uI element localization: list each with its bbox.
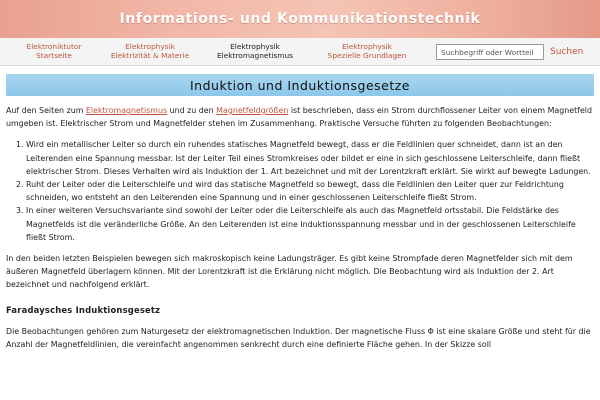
intro-text-3: ist beschrieben, dass ein Strom durchflossener Leiter von einem Magnetfeld umgeben ist. Elektrischer Strom und Magnetfelder stehen im Zusammenhang. Praktische Versuche führten zu folgenden Beobachtungen: (6, 106, 593, 129)
nav-item-line1: Elektroniktutor (26, 42, 82, 51)
nav-item-line1: Elektrophysik (125, 42, 175, 51)
link-magnetfeldgroessen[interactable]: Magnetfeldgrößen (216, 106, 289, 115)
site-banner (0, 0, 600, 38)
list-item: 1. Wird ein metallischer Leiter so durch ein ruhendes statisches Magnetfeld bewegt, dass er die Feldlinien quer schneidet, dann ist an den Leiterenden eine Spannung messbar. Ist der Leiter Teil eines Stromkreises oder bildet er eine in sich geschlossene Leiterschleife, dann fließt elektrischer Strom. Dieses Verhalten wird als Induktion der 1. Art bezeichnet und mit der Lorentzkraft erklärt. Sie wirkt auf bewegte Ladungen. (26, 138, 594, 178)
nav-item-line2: Elektrizität & Materie (110, 51, 190, 60)
observations-list (6, 138, 594, 244)
paragraph-induktion-2-art: In den beiden letzten Beispielen bewegen sich makroskopisch keine Ladungsträger. Es gibt keine Strompfade deren Magnetfelder sich mit dem äußeren Magnetfeld überlagern können. Mit der Lorentzkraft ist die Erklärung nicht möglich. Die Beobachtung wird als Induktion der 2. Art bezeichnet und nachfolgend erklärt. (6, 254, 573, 290)
nav-item-line2: Startseite (36, 51, 72, 60)
paragraph-faraday: Die Beobachtungen gehören zum Naturgesetz der elektromagnetischen Induktion. Der magnetische Fluss Φ ist eine skalare Größe und steht für die Anzahl der Magnetfeldlinien, die vereinfacht angenommen senkrecht durch eine definierte Fläche gehen. In der Skizze soll (6, 326, 591, 350)
site-title: Informations- und Kommunikationstechnik (119, 11, 481, 27)
page-heading-bar (6, 74, 594, 96)
intro-paragraph (6, 104, 594, 130)
nav-item-spezielle-grundlagen[interactable] (312, 42, 422, 60)
link-elektromagnetismus[interactable]: Elektromagnetismus (85, 106, 168, 115)
list-item: 3. In einer weiteren Versuchsvariante sind sowohl der Leiter oder die Leiterschleife als auch das Magnetfeld ortsstabil. Die Feldstärke des Magnetfelds ist die veränderliche Größe. An den Leiterenden ist eine Induktionsspannung messbar und in der geschlossenen Leiterschleife fließt Strom. (26, 204, 594, 244)
intro-text-2: und zu den (167, 106, 217, 115)
section-heading-faraday: Faradaysches Induktionsgesetz (6, 304, 161, 315)
search-input[interactable] (436, 44, 544, 60)
article-content (0, 104, 600, 351)
nav-item-line1: Elektrophysik (342, 42, 392, 51)
nav-item-line2: Spezielle Grundlagen (327, 51, 407, 60)
nav-item-startseite[interactable] (14, 42, 94, 60)
intro-text-1: Auf den Seiten zum (6, 106, 86, 115)
list-item: 2. Ruht der Leiter oder die Leiterschleife und wird das statische Magnetfeld so bewegt, dass die Feldlinien den Leiter quer zur Feldrichtung schneiden, wo entsteht an den Leiterenden eine Spannung und in einer geschlossenen Leiterschleife fließt Strom. (26, 178, 594, 204)
nav-item-line2: Elektromagnetismus (216, 51, 294, 60)
main-navigation (0, 38, 600, 66)
search-button[interactable]: Suchen (550, 44, 583, 60)
nav-item-elektromagnetismus[interactable] (210, 42, 300, 60)
page-title: Induktion und Induktionsgesetze (189, 77, 411, 93)
nav-item-line1: Elektrophysik (230, 42, 280, 51)
nav-item-elektrizitaet-materie[interactable] (100, 42, 200, 60)
